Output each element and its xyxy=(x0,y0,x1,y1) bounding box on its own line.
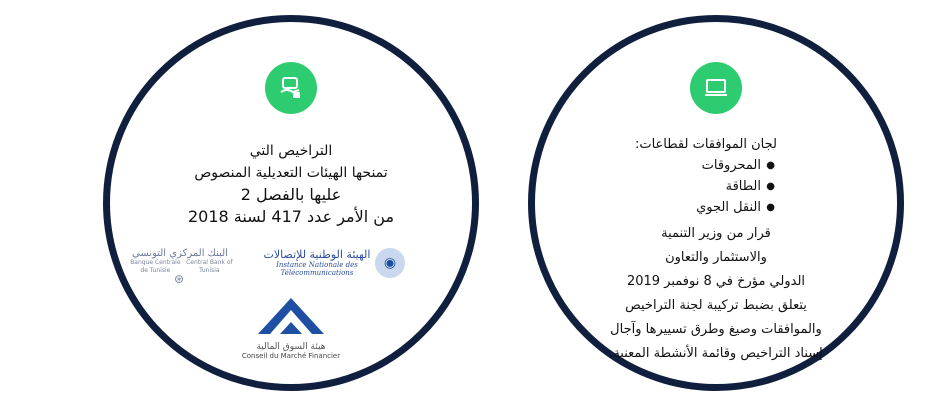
left-line-4: من الأمر عدد 417 لسنة 2018 xyxy=(187,207,395,226)
inti-emblem-icon: ◉ xyxy=(375,248,405,278)
monitor-icon xyxy=(690,62,742,114)
right-circle xyxy=(528,15,904,391)
left-line-3: عليها بالفصل 2 xyxy=(240,185,342,204)
decree-line: يتعلق بضبط تركيبة لجنة التراخيص xyxy=(625,298,807,313)
list-item: ● الطاقة xyxy=(635,176,761,197)
inti-logo-ar: الهيئة الوطنية للإتصالات xyxy=(263,248,371,261)
bct-logo-ar: البنك المركزي التونسي xyxy=(132,248,228,259)
sector-list xyxy=(635,134,777,218)
left-line-1: التراخيص التي xyxy=(249,143,333,159)
decree-line: إسناد التراخيص وقائمة الأنشطة المعنية. xyxy=(609,346,823,361)
decree-line: والاستثمار والتعاون xyxy=(665,250,767,265)
bct-logo-fr: Banque Centrale de Tunisie xyxy=(130,259,181,274)
left-circle xyxy=(103,15,479,391)
cmf-logo-fr: Conseil du Marché Financier xyxy=(241,352,341,360)
cmf-logo xyxy=(110,296,472,360)
hand-money-icon xyxy=(265,62,317,114)
inti-logo xyxy=(252,248,382,277)
sector-list-heading: لجان الموافقات لقطاعات: xyxy=(634,137,777,152)
left-description xyxy=(110,140,472,228)
cmf-logo-ar: هيئة السوق المالية xyxy=(256,342,326,352)
left-line-2: تمنحها الهيئات التعديلية المنصوص xyxy=(194,165,388,181)
decree-line: والموافقات وصيغ وطرق تسييرها وآجال xyxy=(610,322,822,337)
list-item: ● المحروقات xyxy=(635,155,761,176)
cmf-emblem-icon xyxy=(256,296,326,336)
list-item: ● النقل الجوي xyxy=(635,197,761,218)
decree-line: الدولي مؤرخ في 8 نوفمبر 2019 xyxy=(626,274,806,289)
bct-logo xyxy=(110,248,250,286)
decree-line: قرار من وزير التنمية xyxy=(661,226,771,241)
bct-logo-en: Central Bank of Tunisia xyxy=(186,259,233,274)
bct-seal-icon: ⊛ xyxy=(174,272,185,286)
regulator-logos xyxy=(110,248,472,294)
inti-logo-fr: Instance Nationale des Télécommunications xyxy=(276,261,358,277)
decree-paragraph xyxy=(565,222,867,366)
